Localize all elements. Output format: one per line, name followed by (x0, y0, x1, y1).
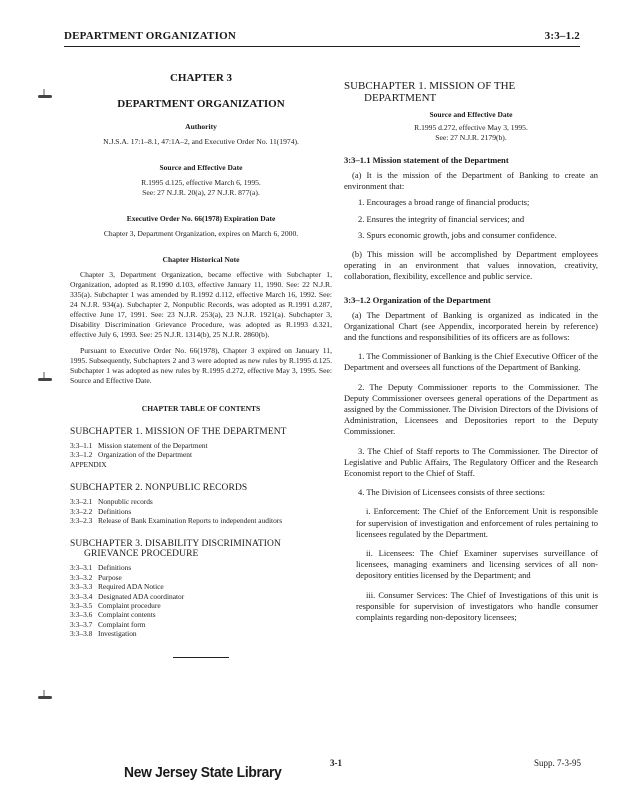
header-title: DEPARTMENT ORGANIZATION (64, 30, 236, 42)
margin-mark (38, 95, 52, 98)
toc-entry: 3:3–2.2 Definitions (70, 506, 132, 516)
sub-list-item: ii. Licensees: The Chief Examiner supervises surveillance of licensees, managing examiners and licensing services of all non-depository entities licensed by the Department; and (356, 548, 598, 581)
list-item: 2. The Deputy Commissioner reports to the Commissioner. The Deputy Commissioner oversees general operations of the Department as assigned by the Commissioner. The Division Directors of the Divisions of Administration, Licensees and Depositories report to the Deputy Commissioner. (344, 381, 598, 437)
sub-list-item: iii. Consumer Services: The Chief of Investigations of this unit is responsible for supervision of investigators who handle consumer complaints regarding non-depository licensees; (356, 589, 598, 623)
subchapter-heading-continued: DEPARTMENT (364, 92, 437, 104)
header-section-number: 3:3–1.2 (544, 30, 580, 42)
executive-order-heading: Executive Order No. 66(1978) Expiration Date (126, 214, 276, 223)
toc-entry: 3:3–3.5 Complaint procedure (70, 601, 161, 611)
list-item: 2. Ensures the integrity of financial services; and (358, 213, 525, 224)
toc-subchapter-1: SUBCHAPTER 1. MISSION OF THE DEPARTMENT (70, 427, 287, 437)
list-item: 4. The Division of Licensees consists of three sections: (358, 487, 546, 498)
toc-subchapter-3-continued: GRIEVANCE PROCEDURE (84, 549, 199, 560)
supplement-date: Supp. 7-3-95 (534, 758, 581, 768)
toc-entry: 3:3–3.8 Investigation (70, 629, 137, 639)
section-heading-1-2: 3:3–1.2 Organization of the Department (344, 294, 491, 305)
list-item: 1. The Commissioner of Banking is the Chief Executive Officer of the Department and oversees all functions of the Department of Banking. (344, 351, 598, 373)
toc-list-subchapter-3 (70, 563, 332, 638)
toc-entry: 3:3–3.6 Complaint contents (70, 610, 156, 620)
sub-list-item: i. Enforcement: The Chief of the Enforcement Unit is responsible for supervision of investigation and enforcement of rules pertaining to licensees regulated by the Department. (356, 506, 598, 539)
toc-subchapter-3: SUBCHAPTER 3. DISABILITY DISCRIMINATION (70, 539, 281, 550)
running-header (64, 30, 580, 47)
toc-entry: 3:3–3.3 Required ADA Notice (70, 582, 164, 592)
toc-subchapter-2: SUBCHAPTER 2. NONPUBLIC RECORDS (70, 483, 248, 494)
historical-note-paragraph: Chapter 3, Department Organization, became effective with Subchapter 1, Organization, adopted as R.1990 d.103, effective January 11, 1990. See: 22 N.J.R. 335(a). Subchapter 1 was amended by R.1992 d.112, effective March 16, 1992. See: 24 N.J.R. 934(a). Subchapter 2, Nonpublic Records, was adopted as R.1991 d.287, effective June 17, 1991. See: 23 N.J.R. 253(a), 23 N.J.R. 1921(a). Subchapter 3, Disability Discrimination Grievance Procedure, was adopted as R.1993 d.321, effective July 6, 1993. See: 25 N.J.R. 1314(b), 25 N.J.R. 2860(b). (70, 270, 332, 339)
paragraph: (a) It is the mission of the Department of Banking to create an environment that: (344, 170, 598, 192)
margin-mark (38, 378, 52, 381)
toc-list-subchapter-1 (70, 441, 332, 469)
paragraph: (a) The Department of Banking is organized as indicated in the Organizational Chart (see Appendix, incorporated herein by reference) and the functions and responsibilities of its officers are as follows: (344, 309, 598, 343)
toc-entry: 3:3–3.7 Complaint form (70, 619, 146, 629)
chapter-title: DEPARTMENT ORGANIZATION (117, 98, 285, 110)
end-rule (173, 657, 229, 658)
section-heading-1-1: 3:3–1.1 Mission statement of the Department (344, 155, 509, 165)
library-stamp-logo: New Jersey State Library (124, 764, 282, 781)
toc-entry: 3:3–1.1 Mission statement of the Department (70, 441, 208, 450)
toc-entry: 3:3–3.1 Definitions (70, 563, 132, 573)
chapter-number: CHAPTER 3 (169, 72, 233, 84)
toc-entry: 3:3–1.2 Organization of the Department (70, 450, 193, 460)
left-column (70, 62, 332, 658)
toc-list-subchapter-2 (70, 497, 332, 525)
margin-mark (38, 696, 52, 699)
source-heading: Source and Effective Date (429, 110, 513, 119)
toc-entry: 3:3–3.2 Purpose (70, 572, 122, 582)
authority-heading: Authority (185, 122, 217, 131)
historical-note-heading: Chapter Historical Note (162, 255, 240, 264)
list-item: 1. Encourages a broad range of financial products; (358, 197, 530, 208)
list-item: 3. The Chief of Staff reports to The Commissioner. The Director of Legislative and Public Affairs, The Regulatory Officer and the Research Economist report to the Chief of Staff. (344, 445, 598, 479)
toc-entry: 3:3–3.4 Designated ADA coordinator (70, 591, 185, 601)
toc-heading: CHAPTER TABLE OF CONTENTS (141, 404, 261, 413)
toc-entry: 3:3–2.1 Nonpublic records (70, 497, 153, 507)
source-line-2: See: 27 N.J.R. 20(a), 27 N.J.R. 877(a). (142, 188, 260, 197)
executive-order-text: Chapter 3, Department Organization, expires on March 6, 2000. (103, 229, 299, 238)
source-line-1: R.1995 d.125, effective March 6, 1995. (141, 178, 261, 187)
right-column (344, 80, 598, 623)
source-line-1: R.1995 d.272, effective May 3, 1995. (414, 123, 528, 132)
list-item: 3. Spurs economic growth, jobs and consumer confidence. (358, 229, 557, 240)
toc-appendix: APPENDIX (70, 459, 107, 469)
source-line-2: See: 27 N.J.R. 2179(b). (435, 133, 507, 142)
page-number: 3-1 (330, 758, 342, 768)
authority-text: N.J.S.A. 17:1–8.1, 47:1A–2, and Executive Order No. 11(1974). (103, 137, 299, 146)
toc-entry: 3:3–2.3 Release of Bank Examination Reports to independent auditors (70, 516, 283, 526)
paragraph: (b) This mission will be accomplished by Department employees operating in an environment that values innovation, creativity, collaboration, flexibility, excellence and public service. (344, 249, 598, 282)
historical-note-paragraph: Pursuant to Executive Order No. 66(1978), Chapter 3 expired on January 11, 1995. Subsequently, Subchapters 2 and 3 were adopted as new rules by R.1995 d.125. Subchapter 1 was adopted as new rules by R.1995 d.272, effective May 3, 1995. See: Source and Effective Date. (70, 346, 332, 385)
source-heading: Source and Effective Date (159, 163, 243, 172)
subchapter-heading: SUBCHAPTER 1. MISSION OF THE (344, 80, 516, 92)
